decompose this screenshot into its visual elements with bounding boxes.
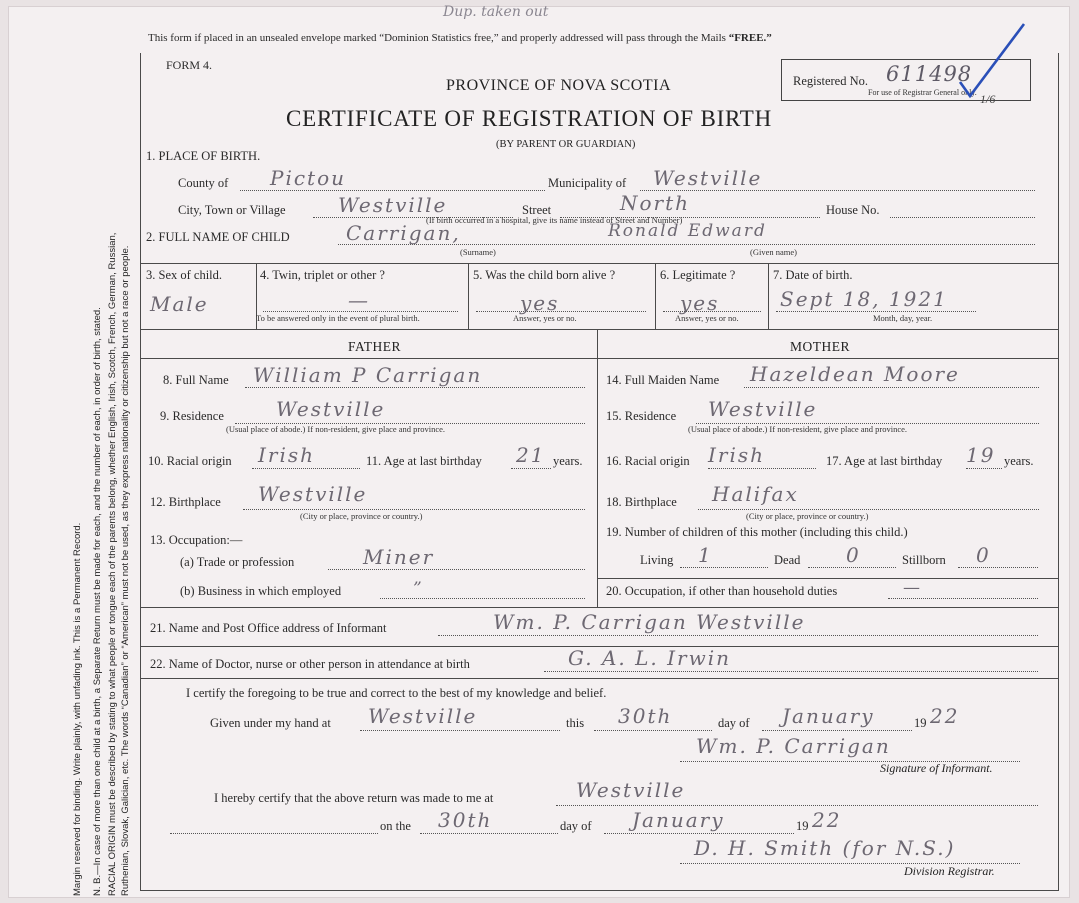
cert-year-prefix: 19 [914,716,927,730]
municipality-line [640,190,1035,191]
trade-value: Miner [363,545,435,569]
mother-bp-line [698,509,1039,510]
mother-occ-label: 20. Occupation, if other than household duties [606,584,838,598]
mother-bp: Halifax [712,482,799,506]
parents-header-line [140,358,1059,359]
father-bp-note: (City or place, province or country.) [300,511,423,521]
child-given-name: Ronald Edward [608,221,767,241]
cert-given-label: Given under my hand at [210,716,331,730]
margin-binding-note: Margin reserved for binding. Write plainly, with unfading ink. This is a Permanent Record. [72,522,83,896]
registrar-year: 22 [812,808,842,832]
father-name: William P Carrigan [253,363,483,387]
street-label: Street [522,203,552,217]
twin-value: — [348,288,370,312]
legit-label: 6. Legitimate ? [660,268,736,282]
business-line [380,598,585,599]
father-age-line [511,468,551,469]
father-racial: Irish [258,443,316,467]
place-heading: 1. PLACE OF BIRTH. [146,149,261,163]
registrar-day-line [420,833,558,834]
informant-signature: Wm. P. Carrigan [696,734,891,758]
mother-racial-line [708,468,816,469]
registrar-dayof-label: day of [560,819,592,833]
registrar-month-line [604,833,794,834]
twin-line [263,311,458,312]
pencil-note: Dup. taken out [443,4,549,20]
margin-nb-note: N. B.—In case of more than one child at a birth, a Separate Return must be made for each, and the number of each, in order of birth, stated. [92,307,103,896]
father-name-line [245,387,585,388]
registrar-prefix-line [170,833,378,834]
child-name-label: 2. FULL NAME OF CHILD [146,230,290,244]
alive-note: Answer, yes or no. [513,313,577,323]
stillborn-value: 0 [976,543,991,567]
mother-occ-line [888,598,1038,599]
top-notice [148,32,772,44]
cert-statement: I certify the foregoing to be true and correct to the best of my knowledge and belief. [186,686,607,700]
trade-line [328,569,585,570]
blue-check-mark [958,20,1028,100]
mother-name-label: 14. Full Maiden Name [606,373,720,387]
twin-note: To be answered only in the event of plural birth. [256,313,420,323]
given-caption: (Given name) [750,247,797,257]
sex-label: 3. Sex of child. [146,268,223,282]
cert-day: 30th [618,704,673,728]
cert-year: 22 [930,704,960,728]
mother-heading: MOTHER [790,339,850,354]
legit-note: Answer, yes or no. [675,313,739,323]
cert-place-line [360,730,560,731]
mother-name: Hazeldean Moore [750,362,960,386]
municipality-value: Westville [653,166,763,190]
margin-racial-note-2: Ruthenian, Slovak, Galician, etc. The words “Canadian” or “American” must not be used, as they express nationality or citizenship but not a race or people. [120,245,131,896]
mother-years-label: years. [1004,454,1034,468]
mother-racial: Irish [708,443,766,467]
registrar-day: 30th [438,808,493,832]
trade-label: (a) Trade or profession [180,555,295,569]
living-line [680,567,768,568]
registrar-year-prefix: 19 [796,819,809,833]
cert-day-line [594,730,712,731]
street-value: North [620,191,691,215]
stillborn-line [958,567,1038,568]
living-label: Living [640,553,674,567]
registered-label: Registered No. [793,74,868,88]
doctor-line [544,671,1038,672]
page-title: CERTIFICATE OF REGISTRATION OF BIRTH [286,106,773,131]
doctor-value: G. A. L. Irwin [568,646,731,670]
mother-res-note: (Usual place of abode.) If non-resident, give place and province. [688,424,908,434]
registrar-statement: I hereby certify that the above return was made to me at [214,791,494,805]
informant-line [438,635,1038,636]
registered-number: 611498 [886,62,973,86]
row-box-top [140,263,1059,264]
informant-value: Wm. P. Carrigan Westville [493,610,806,634]
mother-occ-divider [597,578,1059,579]
business-label: (b) Business in which employed [180,584,342,598]
page-subtitle: (BY PARENT OR GUARDIAN) [496,139,636,150]
mother-age-line [966,468,1002,469]
father-bp-label: 12. Birthplace [150,495,221,509]
municipality-label: Municipality of [548,176,627,190]
city-value: Westville [338,193,448,217]
frame-bottom [140,890,1059,891]
registrar-place-line [556,805,1038,806]
father-racial-line [252,468,360,469]
dead-value: 0 [846,543,861,567]
date-note: Month, day, year. [873,313,933,323]
mother-racial-label: 16. Racial origin [606,454,690,468]
father-racial-label: 10. Racial origin [148,454,232,468]
father-occ-label: 13. Occupation:— [150,533,243,547]
frame-right [1058,53,1059,891]
county-label: County of [178,176,229,190]
row-divider-3 [655,263,656,329]
place-note: (If birth occurred in a hospital, give its name instead of Street and Number) [426,215,683,225]
parents-divider [597,329,598,607]
father-res-note: (Usual place of abode.) If non-resident, give place and province. [226,424,446,434]
margin-racial-note-1: RACIAL ORIGIN must be described by stating to what people or tongue each of the parents belong, whether English, Irish, Scotch, French, German, Russian, [107,232,118,896]
mother-bp-label: 18. Birthplace [606,495,677,509]
father-res-label: 9. Residence [160,409,224,423]
living-value: 1 [698,543,713,567]
mother-res: Westville [708,397,818,421]
father-name-label: 8. Full Name [163,373,229,387]
date-label: 7. Date of birth. [773,268,853,282]
registrar-signature: D. H. Smith (for N.S.) [694,836,956,860]
father-res: Westville [276,397,386,421]
mother-name-line [744,387,1039,388]
legit-value: yes [680,291,720,315]
father-heading: FATHER [348,339,402,354]
house-line [890,217,1035,218]
father-age-label: 11. Age at last birthday [366,454,482,468]
father-years-label: years. [553,454,583,468]
registrar-place: Westville [576,778,686,802]
dead-label: Dead [774,553,801,567]
father-bp-line [243,509,585,510]
county-line [240,190,545,191]
row-box-bottom [140,329,1059,330]
informant-top-line [140,607,1059,608]
mother-res-label: 15. Residence [606,409,677,423]
form-number: FORM 4. [166,58,213,72]
birth-certificate-form [8,6,1070,898]
alive-label: 5. Was the child born alive ? [473,268,616,282]
twin-label: 4. Twin, triplet or other ? [260,268,385,282]
top-notice-free: “FREE.” [728,32,772,44]
mother-age: 19 [966,443,996,467]
registrar-caption: Division Registrar. [904,864,995,878]
mother-age-label: 17. Age at last birthday [826,454,943,468]
alive-value: yes [520,291,560,315]
city-label: City, Town or Village [178,203,286,217]
province-heading: PROVINCE OF NOVA SCOTIA [446,77,672,94]
informant-signature-caption: Signature of Informant. [880,761,993,775]
frame-left [140,53,141,891]
legit-line [663,311,761,312]
registrar-month: January [632,808,725,832]
row-divider-4 [768,263,769,329]
cert-this-label: this [566,716,585,730]
informant-label: 21. Name and Post Office address of Informant [150,621,387,635]
registered-mark: 1/6 [980,92,996,106]
father-age: 21 [516,443,546,467]
mother-bp-note: (City or place, province or country.) [746,511,869,521]
mother-occ-value: — [903,578,922,598]
child-surname: Carrigan, [346,221,461,245]
registered-note: For use of Registrar General only. [868,88,977,97]
cert-place: Westville [368,704,478,728]
cert-month-line [762,730,912,731]
alive-line [476,311,646,312]
dead-line [808,567,896,568]
father-bp: Westville [258,482,368,506]
registrar-on-label: on the [380,819,411,833]
row-divider-2 [468,263,469,329]
doctor-bottom-line [140,678,1059,679]
house-label: House No. [826,203,880,217]
cert-month: January [782,704,875,728]
sex-value: Male [150,292,209,316]
date-line [776,311,976,312]
cert-dayof-label: day of [718,716,750,730]
children-label: 19. Number of children of this mother (including this child.) [606,525,908,539]
stillborn-label: Stillborn [902,553,946,567]
top-notice-text: This form if placed in an unsealed envelope marked “Dominion Statistics free,” and properly addressed will pass through the Mails [148,32,726,44]
county-value: Pictou [270,166,347,190]
business-value: ” [413,579,424,599]
surname-caption: (Surname) [460,247,496,257]
date-value: Sept 18, 1921 [780,287,948,311]
doctor-label: 22. Name of Doctor, nurse or other person in attendance at birth [150,657,470,671]
